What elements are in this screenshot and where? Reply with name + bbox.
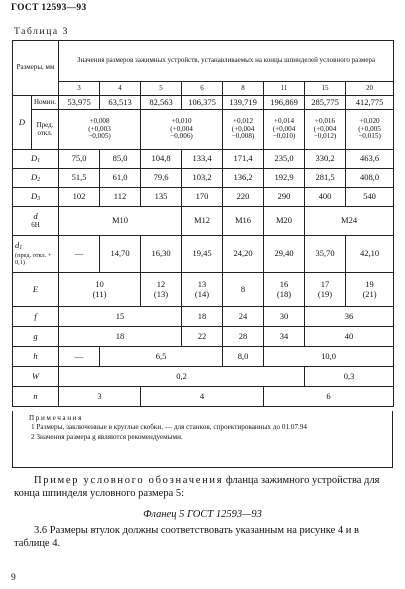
table-cell: 6,5 bbox=[100, 347, 223, 367]
table-cell: 79,6 bbox=[141, 169, 182, 188]
h-row bbox=[13, 347, 394, 367]
table-cell: 463,6 bbox=[346, 150, 394, 169]
deviation-cell: +0,014 (+0,004 −0,010) bbox=[264, 110, 305, 150]
document-header: ГОСТ 12593—93 bbox=[11, 3, 87, 13]
table-cell: 3 bbox=[59, 387, 141, 407]
table-cell: 136,2 bbox=[223, 169, 264, 188]
sizes-label: Размеры, мм bbox=[13, 41, 59, 96]
table-cell: — bbox=[59, 236, 100, 273]
col-header: 5 bbox=[141, 82, 182, 96]
note-item: 2 Значения размера g являются рекомендуемыми. bbox=[31, 432, 183, 441]
table-cell: 17 (19) bbox=[305, 273, 346, 307]
deviation-label: Пред. откл. bbox=[32, 110, 59, 150]
table-cell: 36 bbox=[305, 307, 394, 327]
table-cell: 19 (21) bbox=[346, 273, 394, 307]
col-header: 8 bbox=[223, 82, 264, 96]
table-cell: 4 bbox=[141, 387, 264, 407]
size-number-row bbox=[13, 82, 394, 96]
table-cell: 29,40 bbox=[264, 236, 305, 273]
e-row bbox=[13, 273, 394, 307]
table-cell: 30 bbox=[264, 307, 305, 327]
w-label: W bbox=[13, 367, 59, 387]
table-cell: 0,3 bbox=[305, 367, 394, 387]
small-d1-label: d1 (пред. откл. + 0,1) bbox=[13, 236, 59, 273]
d2-label: D2 bbox=[13, 169, 59, 188]
table-cell: 0,2 bbox=[59, 367, 305, 387]
d2-row bbox=[13, 169, 394, 188]
table-cell: 18 bbox=[59, 327, 182, 347]
col-header: 11 bbox=[264, 82, 305, 96]
table-cell: 18 bbox=[182, 307, 223, 327]
table-cell: 330,2 bbox=[305, 150, 346, 169]
table-cell: 171,4 bbox=[223, 150, 264, 169]
table-cell: 112 bbox=[100, 188, 141, 207]
table-cell: 135 bbox=[141, 188, 182, 207]
col-header: 4 bbox=[100, 82, 141, 96]
col-header: 15 bbox=[305, 82, 346, 96]
col-header: 3 bbox=[59, 82, 100, 96]
table-cell: M12 bbox=[182, 207, 223, 236]
w-row bbox=[13, 367, 394, 387]
table-cell: 16,30 bbox=[141, 236, 182, 273]
deviation-cell: +0,016 (+0,004 −0,012) bbox=[305, 110, 346, 150]
table-notes bbox=[12, 411, 393, 468]
table-cell: 8,0 bbox=[223, 347, 264, 367]
table-cell: 192,9 bbox=[264, 169, 305, 188]
n-row bbox=[13, 387, 394, 407]
nominal-label: Номин. bbox=[32, 96, 59, 110]
thread-row bbox=[13, 207, 394, 236]
n-label: n bbox=[13, 387, 59, 407]
table-cell: 6 bbox=[264, 387, 394, 407]
d-nominal-row bbox=[13, 96, 394, 110]
table-cell: 10 (11) bbox=[59, 273, 141, 307]
table-cell: 290 bbox=[264, 188, 305, 207]
table-cell: 235,0 bbox=[264, 150, 305, 169]
col-header: 6 bbox=[182, 82, 223, 96]
col-header: 20 bbox=[346, 82, 394, 96]
d1-label: D1 bbox=[13, 150, 59, 169]
deviation-cell: +0,020 (+0,005 −0,015) bbox=[346, 110, 394, 150]
example-paragraph: Пример условного обозначения фланца зажимного устройства для конца шпинделя условного размера 5: bbox=[14, 475, 380, 500]
f-row bbox=[13, 307, 394, 327]
nominal-cell: 53,975 bbox=[59, 96, 100, 110]
d1-row bbox=[13, 150, 394, 169]
table-cell: 14,70 bbox=[100, 236, 141, 273]
table-cell: 13 (14) bbox=[182, 273, 223, 307]
d1-small-row bbox=[13, 236, 394, 273]
deviation-cell: +0,010 (+0,004 −0,006) bbox=[141, 110, 223, 150]
span-header: Значения размеров зажимных устройств, устанавливаемых на концы шпинделей условного размера bbox=[59, 41, 394, 82]
table-cell: 15 bbox=[59, 307, 182, 327]
table-cell: M20 bbox=[264, 207, 305, 236]
nominal-cell: 196,869 bbox=[264, 96, 305, 110]
d3-label: D3 bbox=[13, 188, 59, 207]
table-cell: 24,20 bbox=[223, 236, 264, 273]
nominal-cell: 139,719 bbox=[223, 96, 264, 110]
table-cell: 85,0 bbox=[100, 150, 141, 169]
page-number: 9 bbox=[11, 573, 16, 583]
nominal-cell: 82,563 bbox=[141, 96, 182, 110]
table-cell: 51,5 bbox=[59, 169, 100, 188]
nominal-cell: 63,513 bbox=[100, 96, 141, 110]
note-item: 1 Размеры, заключенные в круглые скобки, — для станков, спроектированных до 01.07.94 bbox=[31, 423, 308, 432]
d-label: D bbox=[13, 96, 32, 150]
d-deviation-row bbox=[13, 110, 394, 150]
table-cell: 34 bbox=[264, 327, 305, 347]
designation-example: Фланец 5 ГОСТ 12593—93 bbox=[143, 509, 262, 520]
table-cell: M10 bbox=[59, 207, 182, 236]
table-cell: 103,2 bbox=[182, 169, 223, 188]
dimensions-table bbox=[12, 40, 394, 407]
table-caption: Таблица 3 bbox=[14, 27, 70, 37]
table-cell: 61,0 bbox=[100, 169, 141, 188]
table-cell: M16 bbox=[223, 207, 264, 236]
nominal-cell: 106,375 bbox=[182, 96, 223, 110]
d3-row bbox=[13, 188, 394, 207]
thread-label: d 6H bbox=[13, 207, 59, 236]
table-cell: 28 bbox=[223, 327, 264, 347]
table-cell: 170 bbox=[182, 188, 223, 207]
table-cell: 40 bbox=[305, 327, 394, 347]
e-label: E bbox=[13, 273, 59, 307]
table-cell: 102 bbox=[59, 188, 100, 207]
table-cell: 281,5 bbox=[305, 169, 346, 188]
table-cell: 133,4 bbox=[182, 150, 223, 169]
f-label: f bbox=[13, 307, 59, 327]
table-cell: 35,70 bbox=[305, 236, 346, 273]
deviation-cell: +0,012 (+0,004 −0,008) bbox=[223, 110, 264, 150]
table-cell: 400 bbox=[305, 188, 346, 207]
header-row bbox=[13, 41, 394, 82]
table-cell: 24 bbox=[223, 307, 264, 327]
table-cell: 42,10 bbox=[346, 236, 394, 273]
table-cell: 12 (13) bbox=[141, 273, 182, 307]
h-label: h bbox=[13, 347, 59, 367]
table-cell: 8 bbox=[223, 273, 264, 307]
nominal-cell: 412,775 bbox=[346, 96, 394, 110]
table-cell: 22 bbox=[182, 327, 223, 347]
table-cell: — bbox=[59, 347, 100, 367]
table-cell: 19,45 bbox=[182, 236, 223, 273]
clause-3-6: 3.6 Размеры втулок должны соответствовать указанным на рисунке 4 и в таблице 4. bbox=[14, 525, 359, 550]
table-cell: M24 bbox=[305, 207, 394, 236]
table-cell: 540 bbox=[346, 188, 394, 207]
table-cell: 75,0 bbox=[59, 150, 100, 169]
table-cell: 10,0 bbox=[264, 347, 394, 367]
deviation-cell: +0,008 (+0,003 −0,005) bbox=[59, 110, 141, 150]
g-label: g bbox=[13, 327, 59, 347]
notes-title: Примечания bbox=[29, 414, 83, 422]
nominal-cell: 285,775 bbox=[305, 96, 346, 110]
table-cell: 16 (18) bbox=[264, 273, 305, 307]
table-cell: 104,8 bbox=[141, 150, 182, 169]
g-row bbox=[13, 327, 394, 347]
table-cell: 408,0 bbox=[346, 169, 394, 188]
table-cell: 220 bbox=[223, 188, 264, 207]
